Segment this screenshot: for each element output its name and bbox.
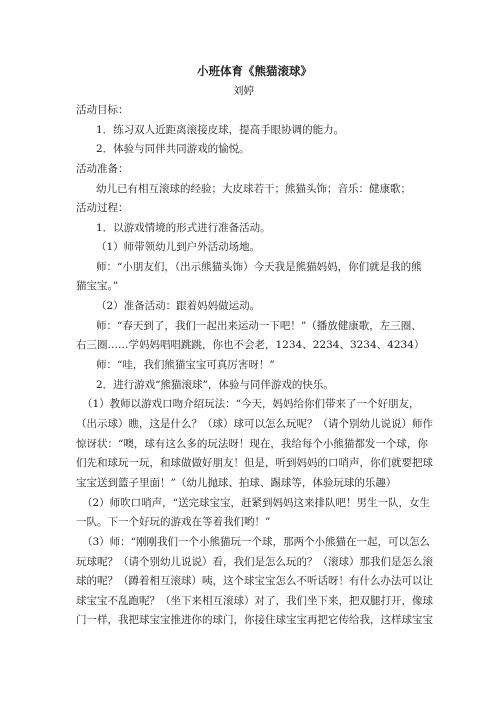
section-heading-process: 活动过程： — [76, 202, 129, 214]
process-substep-1-1: （1）师带领幼儿到户外活动场地。 — [96, 241, 261, 253]
preparation-text: 幼儿已有相互滚球的经验；大皮球若干；熊猫头饰；音乐：健康歌； — [96, 183, 411, 195]
paragraph-line: 师：“哇，我们熊猫宝宝可真厉害呀！” — [96, 359, 275, 371]
paragraph-line: 们先和球玩一玩，和球做做好朋友！但是，听到妈妈的口哨声，你们就要把球 — [76, 457, 433, 469]
paragraph-line: （出示球）瞧，这是什么？（球）球可以怎么玩呢？（请个别幼儿说说）师作 — [76, 418, 433, 430]
goal-item-2: 2．体验与同伴共同游戏的愉悦。 — [96, 143, 250, 155]
document-author: 刘婷 — [233, 85, 254, 97]
section-heading-goals: 活动目标： — [76, 104, 129, 116]
paragraph-line: 门一样，我把球宝宝推进你的球门，你接住球宝宝再把它传给我，这样球宝宝 — [76, 614, 433, 626]
paragraph-line: （1）教师以游戏口吻介绍玩法：“今天，妈妈给你们带来了一个好朋友， — [82, 398, 420, 410]
section-heading-preparation: 活动准备： — [76, 163, 129, 175]
paragraph-line: 球的呢？（蹲着相互滚球）咦，这个球宝宝怎么不听话呀！有什么办法可以让 — [76, 575, 433, 587]
paragraph-line: （3）师：“刚刚我们一个小熊猫玩一个球，那两个小熊猫在一起，可以怎么 — [82, 536, 431, 548]
document-title: 小班体育《熊猫滚球》 — [197, 64, 312, 78]
process-substep-1-2: （2）准备活动：跟着妈妈做运动。 — [96, 300, 261, 312]
paragraph-line: 惊讶状：“噢，球有这么多的玩法呀！现在，我给每个小熊猫都发一个球，你 — [76, 438, 428, 450]
paragraph-line: 右三圈……学妈妈唱唱跳跳，你也不会老，1234、2234、3234、4234） — [76, 339, 425, 351]
process-step-2: 2．进行游戏“熊猫滚球”，体验与同伴游戏的快乐。 — [96, 379, 334, 391]
paragraph-line: 一队。下一个好玩的游戏在等着我们哟！” — [76, 516, 271, 528]
paragraph-line: 猫宝宝。” — [76, 280, 119, 292]
paragraph-line: 师：“小朋友们，（出示熊猫头饰）今天我是熊猫妈妈，你们就是我的熊 — [96, 261, 422, 273]
process-step-1: 1．以游戏情境的形式进行准备活动。 — [96, 222, 271, 234]
goal-item-1: 1．练习双人近距离滚接皮球，提高手眼协调的能力。 — [96, 124, 345, 136]
paragraph-line: 宝宝送到篮子里面！”（幼儿抛球、拍球、踢球等，体验玩球的乐趣） — [76, 477, 397, 489]
paragraph-line: （2）师吹口哨声，“送完球宝宝，赶紧到妈妈这来排队吧！男生一队，女生 — [82, 497, 431, 509]
paragraph-line: 玩球呢？（请个别幼儿说说）看，我们是怎么玩的？（滚球）那我们是怎么滚 — [76, 556, 433, 568]
paragraph-line: 球宝宝不乱跑呢？（坐下来相互滚球）对了，我们坐下来，把双腿打开，像球 — [76, 595, 433, 607]
paragraph-line: 师：“春天到了，我们一起出来运动一下吧！”（播放健康歌，左三圈、 — [96, 320, 422, 332]
